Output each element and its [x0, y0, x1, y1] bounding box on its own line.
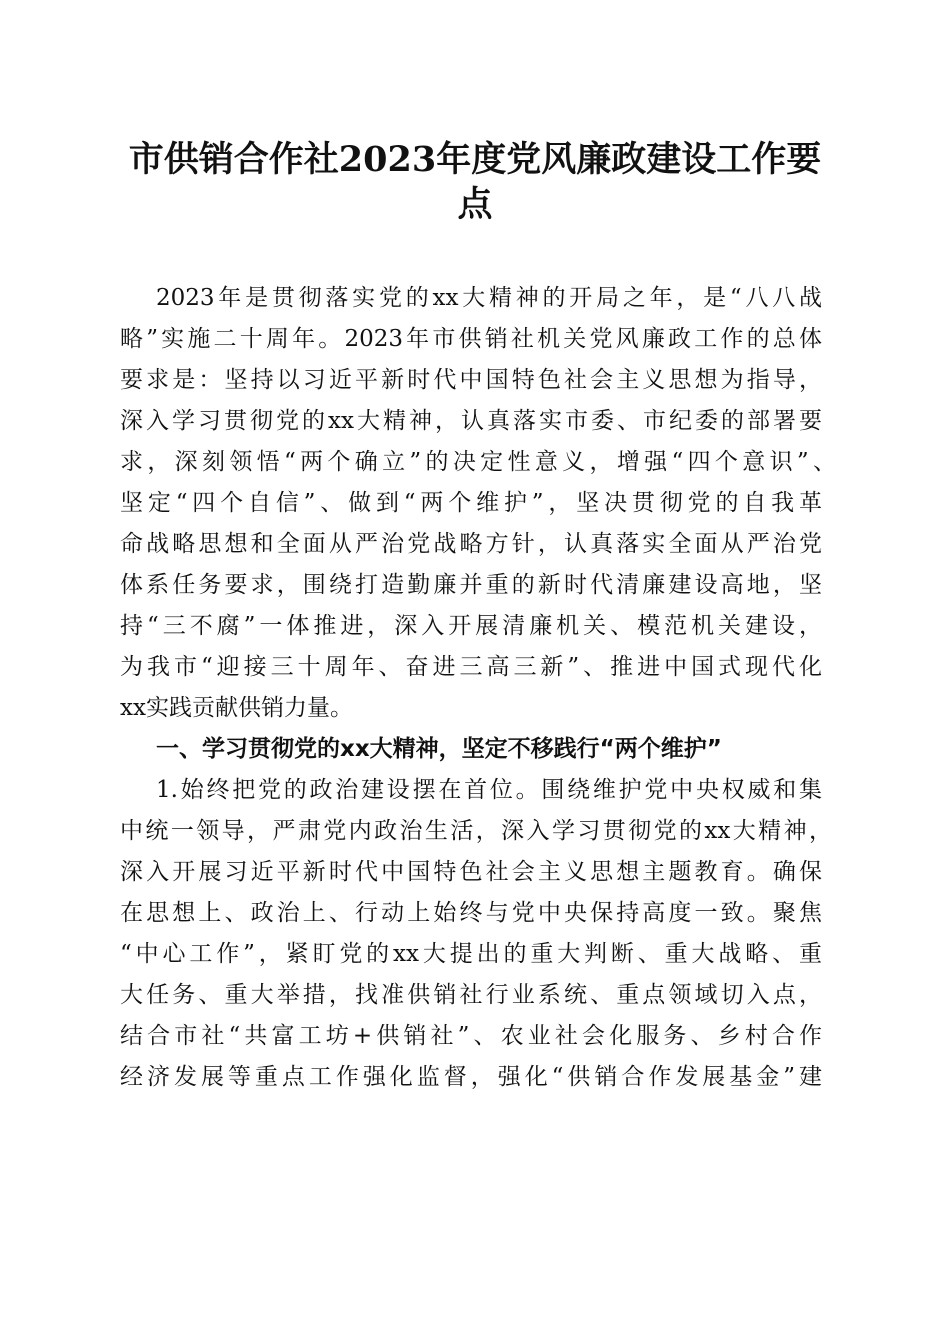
text-line: xx实践贡献供销力量。 [120, 695, 353, 721]
text-line: 在思想上、政治上、行动上始终与党中央保持高度一致。聚焦 [120, 900, 822, 926]
document-title [0, 137, 950, 227]
text-line: 持“三不腐”一体推进，深入开展清廉机关、模范机关建设， [120, 613, 822, 639]
text-line: 1.始终把党的政治建设摆在首位。围绕维护党中央权威和集 [156, 777, 822, 803]
title-line: 市供销合作社2023年度党风廉政建设工作要 [128, 139, 822, 180]
text-line: 要求是：坚持以习近平新时代中国特色社会主义思想为指导， [120, 367, 822, 393]
text-line: 经济发展等重点工作强化监督，强化“供销合作发展基金”建 [120, 1064, 822, 1090]
section-heading: 一、学习贯彻党的xx大精神，坚定不移践行“两个维护” [156, 736, 722, 762]
text-line: 结合市社“共富工坊+供销社”、农业社会化服务、乡村合作 [120, 1023, 822, 1049]
text-line: 命战略思想和全面从严治党战略方针，认真落实全面从严治党 [120, 531, 822, 557]
title-line: 点 [457, 184, 493, 225]
text-line: 深入学习贯彻党的xx大精神，认真落实市委、市纪委的部署要 [120, 408, 822, 434]
text-line: “中心工作”，紧盯党的xx大提出的重大判断、重大战略、重 [120, 941, 822, 967]
text-line: 略”实施二十周年。2023年市供销社机关党风廉政工作的总体 [120, 326, 822, 352]
intro-paragraph [120, 278, 836, 1098]
text-line: 2023年是贯彻落实党的xx大精神的开局之年，是“八八战 [156, 285, 822, 311]
text-line: 大任务、重大举措，找准供销社行业系统、重点领域切入点， [120, 982, 822, 1008]
text-line: 求，深刻领悟“两个确立”的决定性意义，增强“四个意识”、 [120, 449, 836, 475]
text-line: 深入开展习近平新时代中国特色社会主义思想主题教育。确保 [120, 859, 822, 885]
text-line: 体系任务要求，围绕打造勤廉并重的新时代清廉建设高地，坚 [120, 572, 822, 598]
text-line: 中统一领导，严肃党内政治生活，深入学习贯彻党的xx大精神， [120, 818, 832, 844]
text-line: 为我市“迎接三十周年、奋进三高三新”、推进中国式现代化 [120, 654, 822, 680]
text-line: 坚定“四个自信”、做到“两个维护”，坚决贯彻党的自我革 [120, 490, 822, 516]
